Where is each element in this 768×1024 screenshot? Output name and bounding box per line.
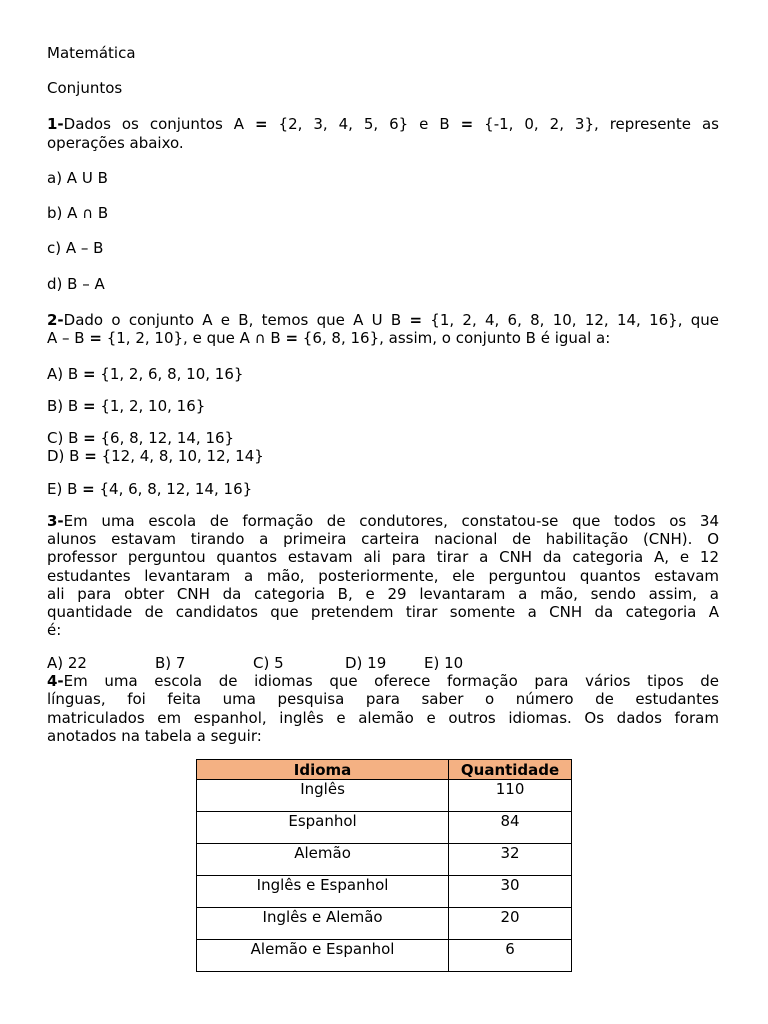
q1-number: 1-: [47, 115, 64, 133]
q1-line-1: [47, 115, 719, 133]
languages-table: [196, 759, 572, 972]
q2-option-d: D) B = {12, 4, 8, 10, 12, 14}: [47, 447, 264, 465]
q2-option-e: E) B = {4, 6, 8, 12, 14, 16}: [47, 480, 253, 498]
q3-option-a: A) 22: [47, 654, 87, 672]
q2-option-b: B) B = {1, 2, 10, 16}: [47, 397, 206, 415]
q4-line-4: anotados na tabela a seguir:: [47, 727, 262, 745]
q4-line-1: [47, 672, 719, 690]
q2-option-a: A) B = {1, 2, 6, 8, 10, 16}: [47, 365, 244, 383]
cell-language: Inglês e Alemão: [197, 908, 449, 940]
cell-count: 6: [449, 940, 572, 972]
q3-line-1: [47, 512, 719, 530]
cell-language: Alemão e Espanhol: [197, 940, 449, 972]
q1-text-1: Dados os conjuntos A = {2, 3, 4, 5, 6} e B = {-1, 0, 2, 3}, represente as: [63, 115, 719, 133]
table-row: [197, 812, 572, 844]
cell-count: 20: [449, 908, 572, 940]
header-idioma: Idioma: [197, 760, 449, 780]
topic-heading: Conjuntos: [47, 79, 123, 97]
cell-language: Inglês: [197, 780, 449, 812]
table-row: [197, 780, 572, 812]
q1-option-b: b) A ∩ B: [47, 204, 109, 222]
q4-line-2: línguas, foi feita uma pesquisa para saber o número de estudantes: [47, 690, 719, 708]
q1-option-d: d) B – A: [47, 275, 105, 293]
q3-number: 3-: [47, 512, 64, 530]
q3-option-e: E) 10: [424, 654, 464, 672]
cell-language: Espanhol: [197, 812, 449, 844]
q2-number: 2-: [47, 311, 64, 329]
cell-language: Alemão: [197, 844, 449, 876]
table-row: [197, 908, 572, 940]
q2-option-c: C) B = {6, 8, 12, 14, 16}: [47, 429, 235, 447]
q4-number: 4-: [47, 672, 64, 690]
header-quantidade: Quantidade: [449, 760, 572, 780]
q3-line-3: professor perguntou quantos estavam ali para tirar a CNH da categoria A, e 12: [47, 548, 719, 566]
cell-count: 30: [449, 876, 572, 908]
q3-line-5: ali para obter CNH da categoria B, e 29 levantaram a mão, sendo assim, a: [47, 585, 719, 603]
q1-option-c: c) A – B: [47, 239, 104, 257]
q3-option-d: D) 19: [345, 654, 387, 672]
q1-option-a: a) A U B: [47, 169, 108, 187]
q2-line-1: [47, 311, 719, 329]
subject-heading: Matemática: [47, 44, 136, 62]
q3-line-7: é:: [47, 621, 62, 639]
q1-line-2: operações abaixo.: [47, 134, 184, 152]
cell-language: Inglês e Espanhol: [197, 876, 449, 908]
q3-line-4: estudantes levantaram a mão, posteriormente, ele perguntou quantos estavam: [47, 567, 719, 585]
cell-count: 84: [449, 812, 572, 844]
table-row: [197, 844, 572, 876]
q4-line-3: matriculados em espanhol, inglês e alemão e outros idiomas. Os dados foram: [47, 709, 719, 727]
q3-line-6: quantidade de candidatos que pretendem tirar somente a CNH da categoria A: [47, 603, 719, 621]
q2-text-1: Dado o conjunto A e B, temos que A U B = {1, 2, 4, 6, 8, 10, 12, 14, 16}, que: [63, 311, 719, 329]
table-header-row: [197, 760, 572, 780]
q2-line-2: A – B = {1, 2, 10}, e que A ∩ B = {6, 8, 16}, assim, o conjunto B é igual a:: [47, 329, 611, 347]
cell-count: 110: [449, 780, 572, 812]
cell-count: 32: [449, 844, 572, 876]
q3-line-2: alunos estavam tirando a primeira carteira nacional de habilitação (CNH). O: [47, 530, 719, 548]
table-row: [197, 876, 572, 908]
q4-text-1: Em uma escola de idiomas que oferece formação para vários tipos de: [63, 672, 719, 690]
q3-option-c: C) 5: [253, 654, 284, 672]
table-row: [197, 940, 572, 972]
q3-option-b: B) 7: [155, 654, 186, 672]
q3-text-1: Em uma escola de formação de condutores, constatou-se que todos os 34: [63, 512, 719, 530]
